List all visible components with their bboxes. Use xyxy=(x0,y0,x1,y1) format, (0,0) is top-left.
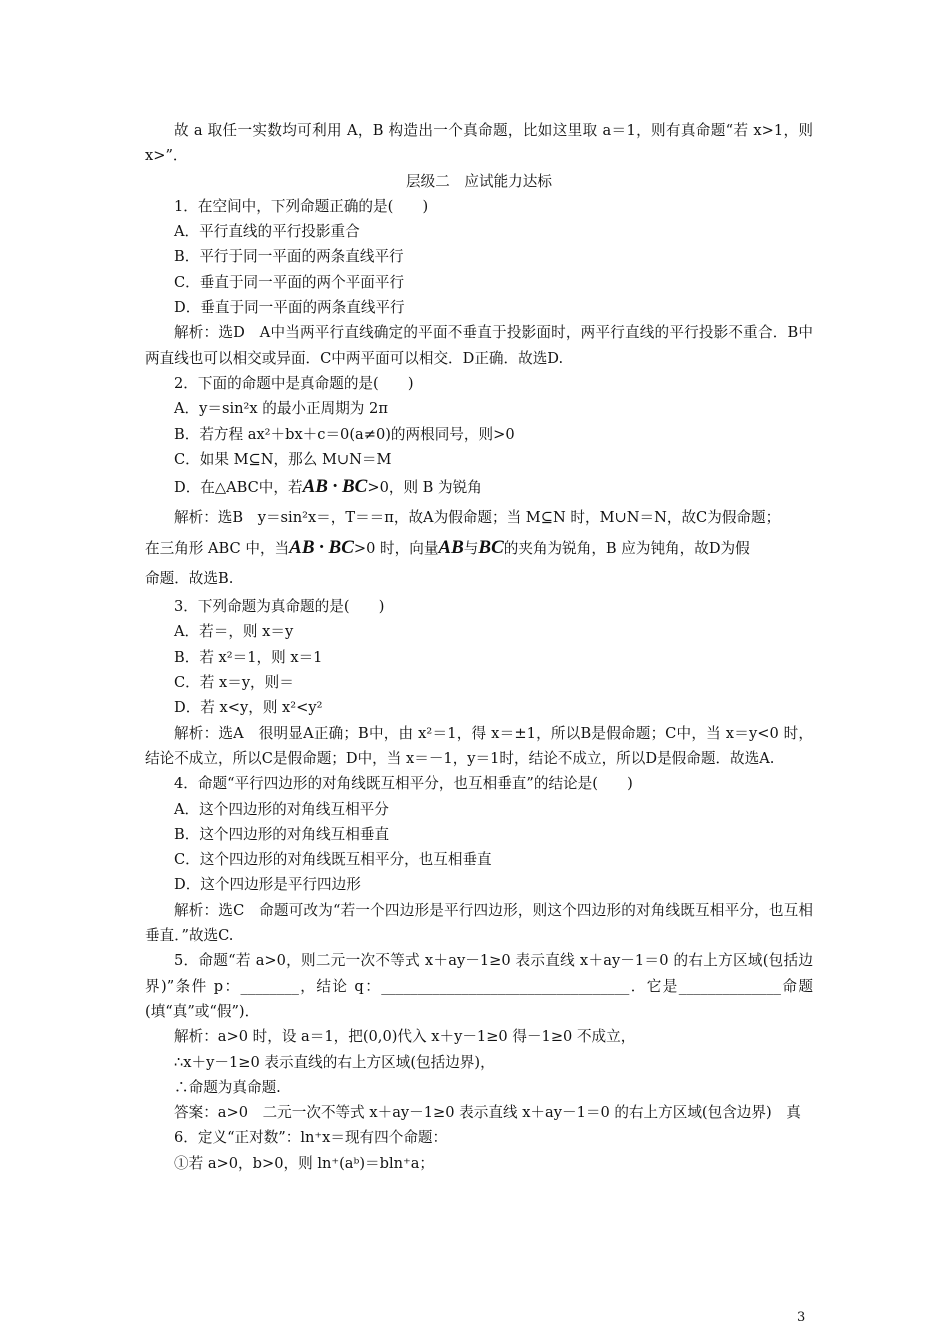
q1-option-d: D．垂直于同一平面的两条直线平行 xyxy=(174,299,405,317)
q2-option-b: B．若方程 ax²＋bx＋c＝0(a≠0)的两根同号，则>0 xyxy=(174,425,515,443)
page-content xyxy=(145,118,813,1176)
q2-solution-line-2 xyxy=(145,533,813,564)
q1-stem: 1．在空间中，下列命题正确的是( ) xyxy=(174,197,429,215)
q4-option-c: C．这个四边形的对角线既互相平分，也互相垂直 xyxy=(174,851,492,869)
vector-ab: AB xyxy=(289,537,315,559)
q2-option-d-prefix: D．在△ABC中，若 xyxy=(174,479,303,497)
q1-option-a: A．平行直线的平行投影重合 xyxy=(174,223,360,241)
q5-solution-line-1: 解析：a>0 时，设 a＝1，把(0,0)代入 x＋y－1≥0 得－1≥0 不成立， xyxy=(174,1028,636,1046)
vector-ab: AB xyxy=(302,476,328,498)
q3-stem: 3．下列命题为真命题的是( ) xyxy=(174,598,385,616)
q2-option-a: A．y＝sin²x 的最小正周期为 2π xyxy=(174,400,388,418)
q3-option-a: A．若＝，则 x＝y xyxy=(174,623,294,641)
vector-bc: BC xyxy=(341,476,368,498)
q2-solution-and: 与 xyxy=(463,540,479,558)
q3-solution: 解析：选A 很明显A正确；B中，由 x²＝1，得 x＝±1，所以B是假命题；C中，当 x＝y<0 时，结论不成立，所以C是假命题；D中，当 x＝－1，y＝1时，结论不成立，所以D是假命题．故选A. xyxy=(145,724,813,767)
q6-stem: 6．定义“正对数”：ln⁺x＝现有四个命题： xyxy=(174,1129,448,1147)
q4-option-b: B．这个四边形的对角线互相垂直 xyxy=(174,825,390,843)
q5-answer: 答案：a>0 二元一次不等式 x＋ay－1≥0 表示直线 x＋ay－1＝0 的右上方区域(包含边界) 真 xyxy=(174,1104,801,1122)
q3-option-b: B．若 x²＝1，则 x＝1 xyxy=(174,648,323,666)
vector-bc: BC xyxy=(478,537,504,559)
q6-item-1: ①若 a>0，b>0，则 ln⁺(aᵇ)＝bln⁺a； xyxy=(174,1154,435,1172)
q4-option-a: A．这个四边形的对角线互相平分 xyxy=(174,800,389,818)
q5-stem: 5．命题“若 a>0，则二元一次不等式 x＋ay－1≥0 表示直线 x＋ay－1＝0 的右上方区域(包括边界)”条件 p：________，结论 q：__________________________________．它是______________命题(填“真”或“假”)． xyxy=(145,952,813,1020)
q1-solution: 解析：选D A中当两平行直线确定的平面不垂直于投影面时，两平行直线的平行投影不重合．B中两直线也可以相交或异面．C中两平面可以相交．D正确．故选D. xyxy=(145,324,813,367)
vector-ab: AB xyxy=(438,537,464,559)
q4-solution: 解析：选C 命题可改为“若一个四边形是平行四边形，则这个四边形的对角线既互相平分，也互相垂直．”故选C. xyxy=(145,901,813,945)
section-title: 层级二 应试能力达标 xyxy=(406,172,552,190)
q2-solution-prefix: 在三角形 ABC 中，当 xyxy=(145,540,290,558)
q5-solution-line-2: ∴x＋y－1≥0 表示直线的右上方区域(包括边界)， xyxy=(174,1053,495,1071)
q2-solution-line-1: 解析：选B y＝sin²x＝，T＝＝π，故A为假命题；当 M⊆N 时，M∪N＝N，故C为假命题； xyxy=(174,509,781,527)
q2-solution-mid: >0 时，向量 xyxy=(353,540,439,558)
q2-stem: 2．下面的命题中是真命题的是( ) xyxy=(174,374,414,392)
q1-option-b: B．平行于同一平面的两条直线平行 xyxy=(174,248,404,266)
q2-option-d-suffix: >0，则 B 为锐角 xyxy=(367,479,482,497)
page-number: 3 xyxy=(797,1310,806,1325)
q1-option-c: C．垂直于同一平面的两个平面平行 xyxy=(174,273,405,291)
q2-option-c: C．如果 M⊆N，那么 M∪N＝M xyxy=(174,450,392,468)
dot-operator: · xyxy=(319,537,324,559)
q4-stem: 4．命题“平行四边形的对角线既互相平分，也互相垂直”的结论是( ) xyxy=(174,775,633,793)
q2-solution-line-3: 命题．故选B. xyxy=(145,570,234,588)
q3-option-c: C．若 x＝y，则＝ xyxy=(174,674,294,692)
q2-solution-suffix: 的夹角为锐角，B 应为钝角，故D为假 xyxy=(503,540,750,558)
intro-paragraph: 故 a 取任一实数均可利用 A，B 构造出一个真命题，比如这里取 a＝1，则有真命题“若 x>1，则 x>”． xyxy=(145,122,813,165)
q5-solution-line-3: ∴命题为真命题. xyxy=(174,1078,281,1096)
q3-option-d: D．若 x<y，则 x²<y² xyxy=(174,699,323,717)
q4-option-d: D．这个四边形是平行四边形 xyxy=(174,876,361,894)
q2-option-d xyxy=(145,472,813,503)
vector-bc: BC xyxy=(328,537,354,559)
dot-operator: · xyxy=(332,476,338,498)
